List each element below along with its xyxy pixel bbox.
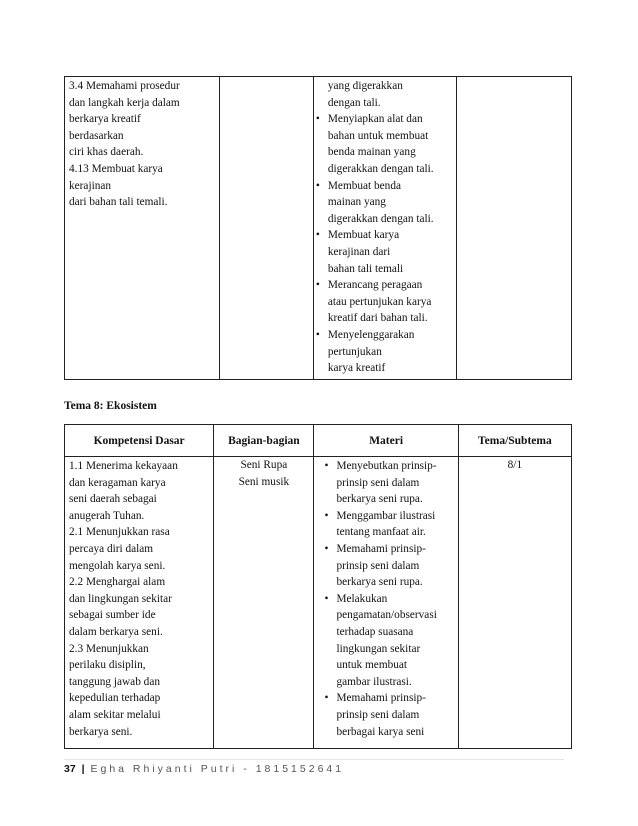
text-line: alam sekitar melalui — [69, 708, 161, 721]
text-line: Memahami prinsip- — [336, 542, 426, 555]
text-line: lingkungan sekitar — [336, 642, 421, 655]
table-tema-8 — [64, 424, 572, 749]
list-item-text — [336, 690, 425, 740]
table-row — [65, 77, 572, 380]
text-line: prinsip seni dalam — [336, 559, 420, 572]
text-line: Memahami prinsip- — [336, 692, 426, 705]
bullet-icon: • — [324, 592, 329, 605]
list-item — [316, 508, 455, 541]
page-number: 37 — [64, 763, 76, 775]
text-line: 2.3 Menunjukkan — [69, 642, 149, 655]
text-line: tanggung jawab dan — [69, 675, 160, 688]
text-line: kepedulian terhadap — [69, 692, 161, 705]
text-line: berkarya seni rupa. — [336, 493, 423, 506]
text-line: berdasarkan — [69, 129, 124, 142]
tema-cell — [457, 77, 572, 380]
text-line: mainan yang — [327, 196, 386, 209]
header-bagian-bagian: Bagian-bagian — [214, 425, 314, 457]
table-header-row — [65, 425, 572, 457]
text-line: percaya diri dalam — [69, 542, 154, 555]
list-item — [316, 458, 455, 508]
text-line: yang digerakkan — [327, 80, 403, 92]
kd-cell — [65, 77, 220, 380]
bullet-icon: • — [324, 460, 329, 472]
footer-divider — [64, 759, 564, 760]
list-item-text — [336, 458, 436, 508]
text-line: Seni Rupa — [240, 459, 288, 471]
bullet-icon: • — [315, 179, 320, 192]
text-line: kreatif dari bahan tali. — [327, 312, 428, 325]
text-line: 2.1 Menunjukkan rasa — [69, 526, 170, 539]
bagian-cell — [220, 77, 313, 380]
text-line: dalam berkarya seni. — [69, 625, 163, 638]
text-line: untuk membuat — [336, 659, 408, 672]
materi-cell — [313, 77, 456, 380]
footer-separator: | — [81, 763, 85, 775]
bullet-icon: • — [324, 542, 329, 555]
header-materi: Materi — [314, 425, 458, 457]
text-line: berkarya seni rupa. — [336, 576, 423, 589]
text-line: digerakkan dengan tali. — [327, 162, 434, 175]
header-kompetensi-dasar: Kompetensi Dasar — [65, 425, 214, 457]
list-item — [316, 327, 454, 377]
list-item-text — [328, 227, 403, 277]
text-line: benda mainan yang — [327, 146, 416, 159]
text-line: berkarya seni. — [69, 725, 133, 738]
text-line: Seni musik — [238, 475, 290, 488]
text-line: 1.1 Menerima kekayaan — [69, 460, 178, 472]
list-item-text — [328, 111, 434, 177]
page-footer — [64, 763, 344, 775]
text-line: Menyelenggarakan — [327, 328, 415, 341]
list-item — [316, 227, 454, 277]
bullet-icon: • — [315, 279, 320, 292]
tema-cell: 8/1 — [458, 457, 571, 749]
text-line: berbagai karya seni — [336, 725, 425, 738]
text-line: Menyiapkan alat dan — [327, 113, 423, 126]
text-line: digerakkan dengan tali. — [327, 212, 434, 225]
kd-cell — [65, 457, 214, 749]
table-continued — [64, 76, 572, 380]
text-line: mengolah karya seni. — [69, 559, 166, 572]
text-line: dengan tali. — [327, 96, 381, 109]
list-item — [316, 178, 454, 228]
text-line: Membuat karya — [327, 229, 400, 242]
text-line: gambar ilustrasi. — [336, 675, 412, 688]
text-line: dan keragaman karya — [69, 476, 166, 489]
bullet-icon: • — [315, 113, 320, 126]
text-line: pengamatan/observasi — [336, 609, 437, 622]
text-line: 4.13 Membuat karya — [69, 162, 163, 175]
footer-author: Egha Rhiyanti Putri - 1815152641 — [90, 763, 345, 775]
bullet-icon: • — [324, 692, 329, 705]
text-line: perilaku disiplin, — [69, 659, 146, 672]
table-row — [65, 457, 572, 749]
text-line: Merancang peragaan — [327, 279, 423, 292]
list-item-text — [328, 327, 415, 377]
text-line: kerajinan dari — [327, 245, 391, 258]
text-line: pertunjukan — [327, 345, 382, 358]
text-line: bahan untuk membuat — [327, 129, 429, 142]
text-line: 3.4 Memahami prosedur — [69, 80, 180, 92]
header-tema-subtema: Tema/Subtema — [458, 425, 571, 457]
list-item-text — [328, 178, 434, 228]
text-line: ciri khas daerah. — [69, 146, 144, 159]
materi-cell — [314, 457, 458, 749]
list-item — [316, 591, 455, 691]
list-item-text — [328, 277, 432, 327]
text-line: dan langkah kerja dalam — [69, 96, 180, 109]
bullet-icon: • — [324, 509, 329, 522]
text-line: berkarya kreatif — [69, 113, 141, 126]
text-line: kerajinan — [69, 179, 112, 192]
list-item-text — [336, 508, 435, 541]
text-line: Melakukan — [336, 592, 388, 605]
list-item — [316, 277, 454, 327]
text-line: dan lingkungan sekitar — [69, 592, 172, 605]
bagian-cell — [214, 457, 314, 749]
text-line: tentang manfaat air. — [336, 526, 426, 539]
text-line: atau pertunjukan karya — [327, 295, 432, 308]
text-line: anugerah Tuhan. — [69, 509, 145, 522]
text-line: Menyebutkan prinsip- — [336, 460, 437, 472]
text-line: karya kreatif — [327, 362, 386, 375]
text-line: terhadap suasana — [336, 625, 414, 638]
list-item-text — [336, 591, 436, 691]
text-line: seni daerah sebagai — [69, 493, 157, 506]
section-title: Tema 8: Ekosistem — [64, 400, 157, 412]
text-line: Membuat benda — [327, 179, 401, 192]
text-line: bahan tali temali — [327, 262, 404, 275]
list-item-text — [336, 541, 425, 591]
bullet-icon: • — [315, 229, 320, 242]
text-line: dari bahan tali temali. — [69, 196, 168, 209]
bullet-icon: • — [315, 328, 320, 341]
text-line: Menggambar ilustrasi — [336, 509, 436, 522]
list-item — [316, 690, 455, 740]
text-line: 2.2 Menghargai alam — [69, 576, 166, 589]
list-item — [316, 541, 455, 591]
list-item — [316, 111, 454, 177]
text-line: prinsip seni dalam — [336, 708, 420, 721]
text-line: sebagai sumber ide — [69, 609, 156, 622]
text-line: prinsip seni dalam — [336, 476, 420, 489]
